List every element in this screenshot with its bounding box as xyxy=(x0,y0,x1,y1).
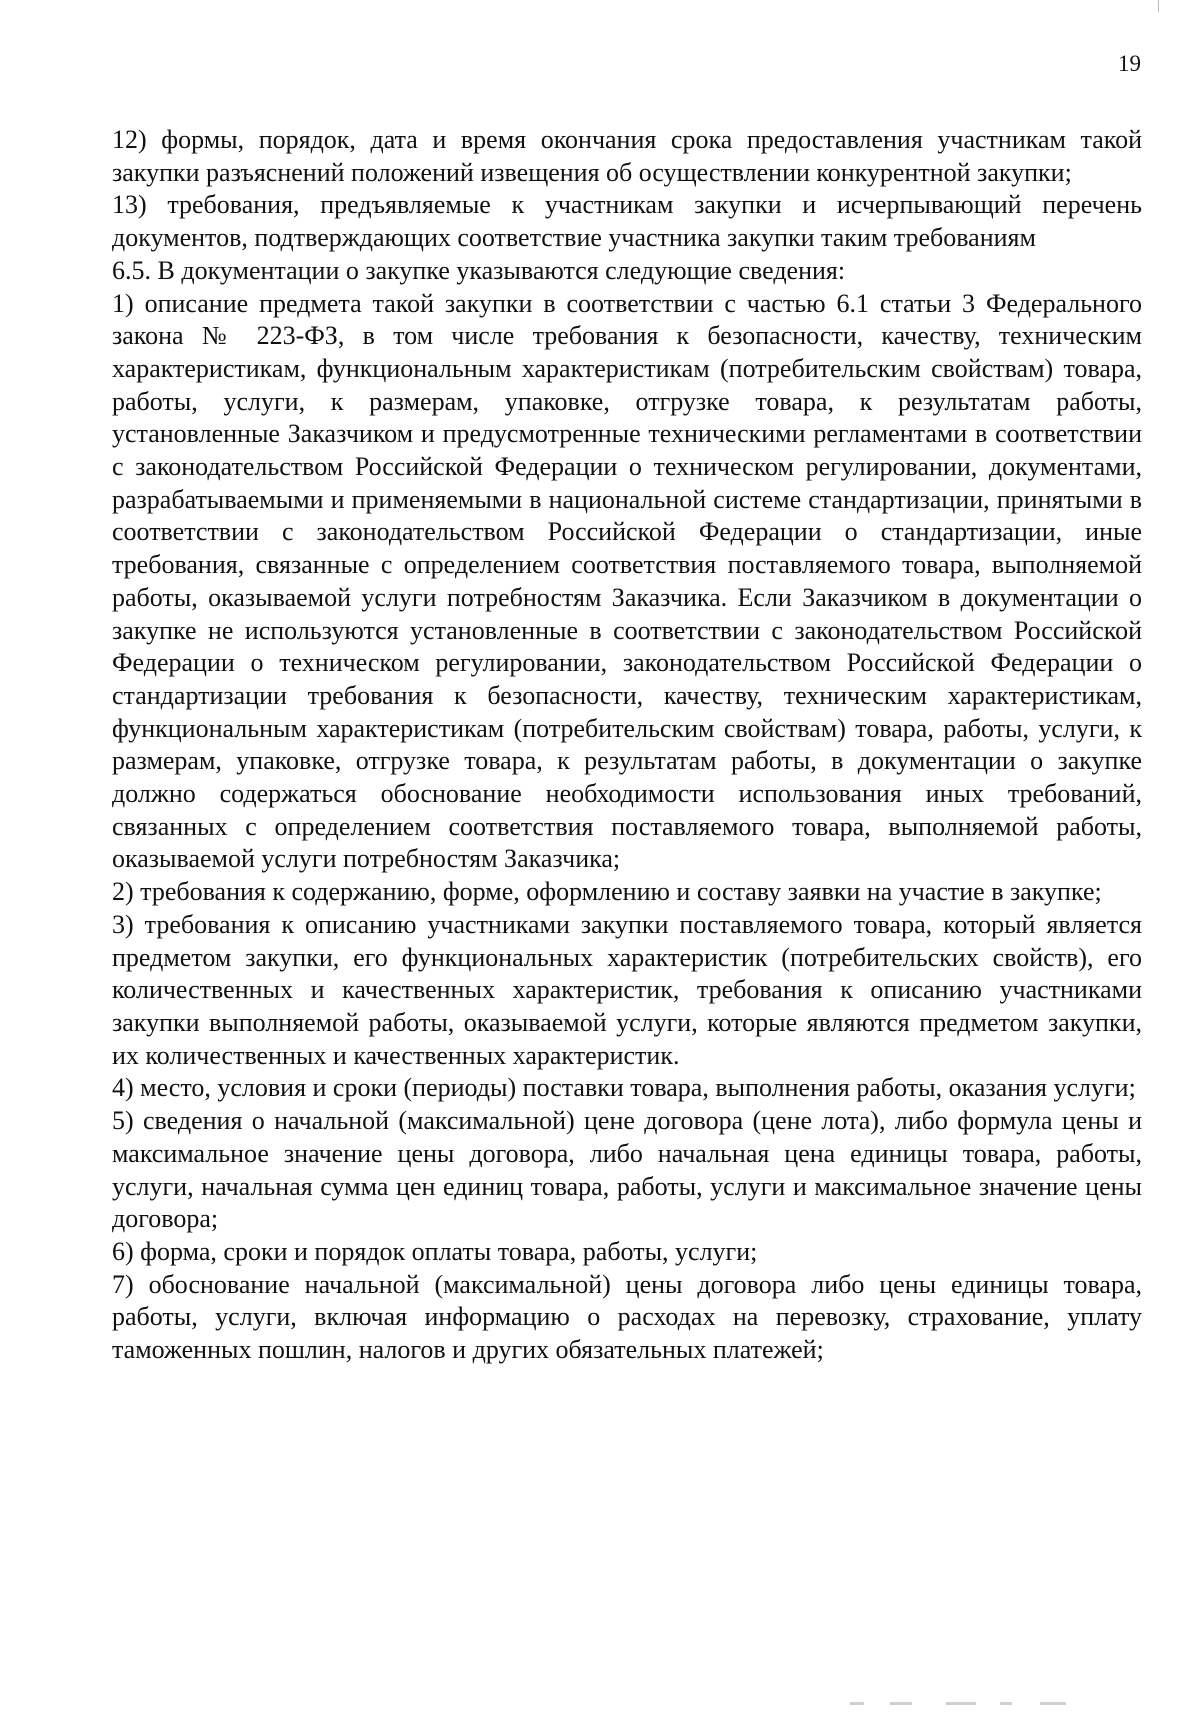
paragraph-item-5: 5) сведения о начальной (максимальной) цене договора (цене лота), либо формула цены и максимальное значение цены договора, либо начальная цена единицы товара, работы, услуги, начальная сумма цен единиц товара, работы, услуги и максимальное значение цены договора; xyxy=(112,1106,1142,1234)
page-number: 19 xyxy=(1118,51,1141,76)
scan-footer-specks xyxy=(850,1702,1080,1708)
paragraph-item-2: 2) требования к содержанию, форме, оформлению и составу заявки на участие в закупке; xyxy=(112,877,1102,907)
paragraph-item-13: 13) требования, предъявляемые к участникам закупки и исчерпывающий перечень документов, подтверждающих соответствие участника закупки таким требованиям xyxy=(112,190,1142,253)
paragraph-section-6-5: 6.5. В документации о закупке указываются следующие сведения: xyxy=(112,255,846,285)
scan-edge-mark xyxy=(1158,0,1159,12)
paragraph-item-6: 6) форма, сроки и порядок оплаты товара, работы, услуги; xyxy=(112,1236,758,1266)
paragraph-item-7: 7) обоснование начальной (максимальной) цены договора либо цены единицы товара, работы, услуги, включая информацию о расходах на перевозку, страхование, уплату таможенных пошлин, налогов и других обязательных платежей; xyxy=(112,1269,1142,1365)
document-body xyxy=(112,124,1142,1367)
paragraph-item-12: 12) формы, порядок, дата и время окончания срока предоставления участникам такой закупки разъяснений положений извещения об осуществлении конкурентной закупки; xyxy=(112,125,1142,187)
paragraph-item-3: 3) требования к описанию участниками закупки поставляемого товара, который является предметом закупки, его функциональных характеристик (потребительских свойств), его количественных и качественных характеристик, требования к описанию участниками закупки выполняемой работы, оказываемой услуги, которые являются предметом закупки, их количественных и качественных характеристик. xyxy=(112,909,1142,1070)
paragraph-item-4: 4) место, условия и сроки (периоды) поставки товара, выполнения работы, оказания услуги; xyxy=(112,1073,1136,1103)
paragraph-item-1: 1) описание предмета такой закупки в соответствии с частью 6.1 статьи 3 Федерального закона № 223-ФЗ, в том числе требования к безопасности, качеству, техническим характеристикам, функциональным характеристикам (потребительским свойствам) товара, работы, услуги, к размерам, упаковке, отгрузке товара, к результатам работы, установленные Заказчиком и предусмотренные техническими регламентами в соответствии с законодательством Российской Федерации о техническом регулировании, документами, разрабатываемыми и применяемыми в национальной системе стандартизации, принятыми в соответствии с законодательством Российской Федерации о стандартизации, иные требования, связанные с определением соответствия поставляемого товара, выполняемой работы, оказываемой услуги потребностям Заказчика. Если Заказчиком в документации о закупке не используются установленные в соответствии с законодательством Российской Федерации о техническом регулировании, законодательством Российской Федерации о стандартизации требования к безопасности, качеству, техническим характеристикам, функциональным характеристикам (потребительским свойствам) товара, работы, услуги, к размерам, упаковке, отгрузке товара, к результатам работы, в документации о закупке должно содержаться обоснование необходимости использования иных требований, связанных с определением соответствия поставляемого товара, выполняемой работы, оказываемой услуги потребностям Заказчика; xyxy=(112,288,1142,874)
